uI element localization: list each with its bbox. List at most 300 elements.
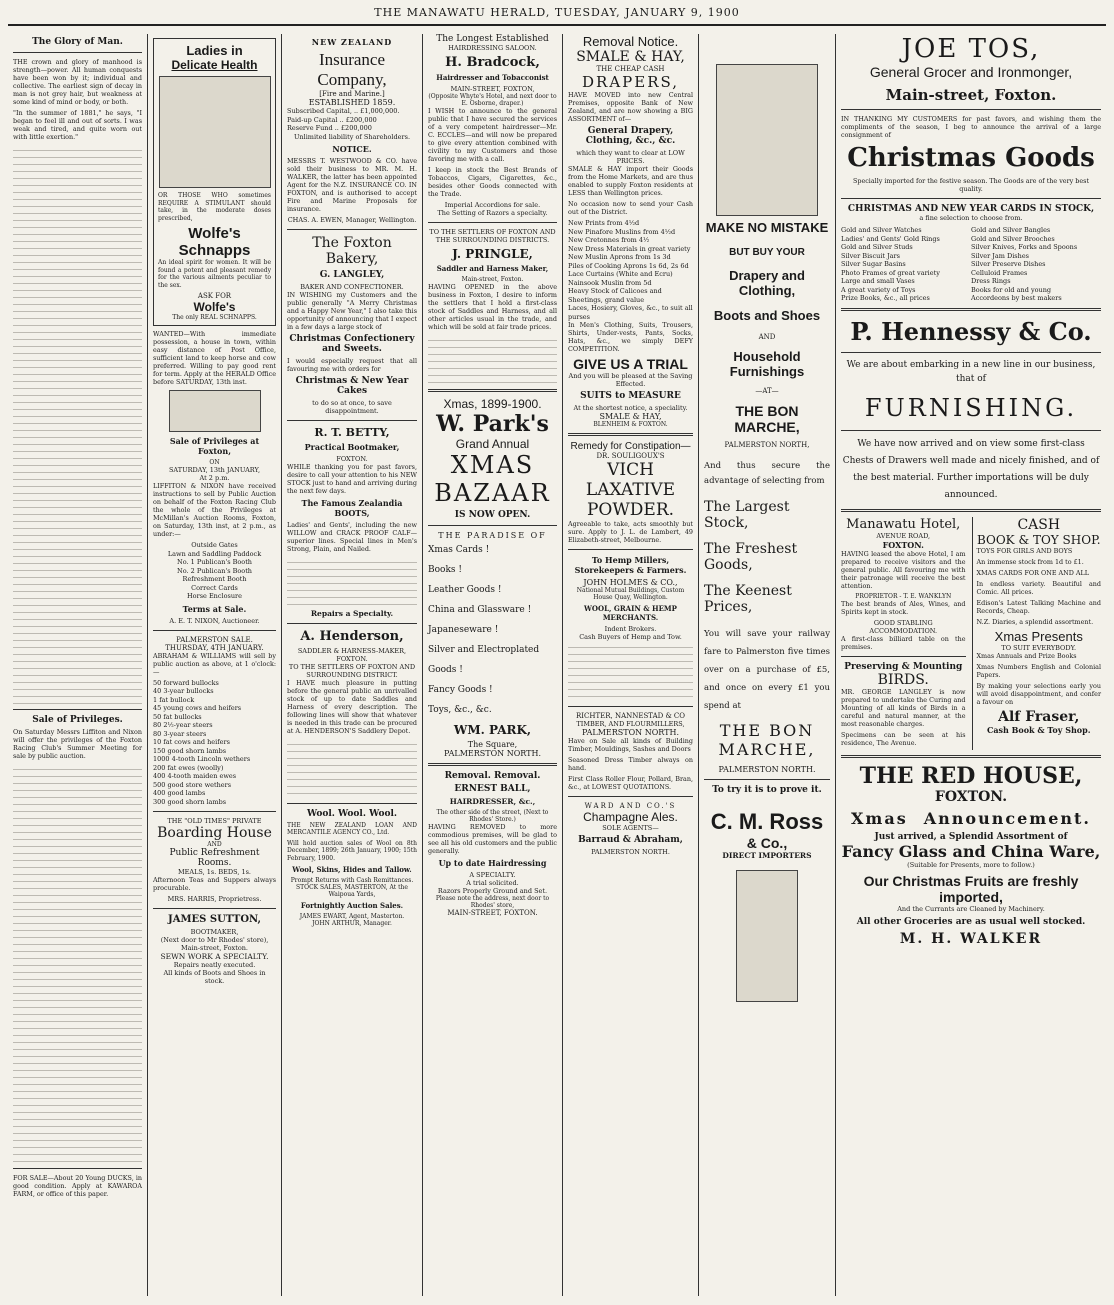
sale-item: Lawn and Saddling Paddock — [167, 549, 262, 558]
skins: Wool, Skins, Hides and Tallow. — [292, 865, 412, 874]
stock-item: 150 good shorn lambs — [153, 746, 227, 755]
avenue-road: AVENUE ROAD, — [876, 531, 931, 540]
park-good-item: Books ! — [428, 565, 463, 575]
barraud: Barraud & Abraham, — [578, 835, 683, 845]
holmes-body — [568, 641, 693, 701]
meals: MEALS, 1s. BEDS, 1s. — [178, 868, 251, 876]
old-times: THE "OLD TIMES" PRIVATE — [167, 817, 262, 825]
hand-illustration — [716, 64, 818, 216]
wool-grain: WOOL, GRAIN & HEMP MERCHANTS. — [584, 604, 677, 622]
public-rooms: Public Refreshment Rooms. — [169, 848, 260, 868]
park-brand: W. Park's — [436, 411, 549, 437]
general-drapery: General Drapery, Clothing, &c., &c. — [585, 126, 676, 146]
liquor: The best brands of Ales, Wines, and Spirits kept in stock. — [841, 599, 966, 616]
fraser: Alf Fraser, — [998, 708, 1080, 725]
tos-item: Gold and Silver Brooches — [971, 234, 1055, 243]
grand-annual: Grand Annual — [455, 437, 530, 451]
privileges-text: On Saturday Messrs Liffiton and Nixon will offer the privileges of the Foxton Racing Club's Summer Meeting for sale by public auction. — [13, 728, 142, 760]
article-intro: THE crown and glory of manhood is strength—power. All human conquests have been won by it; individual and collective. The earliest sign of decay in man is not grey hair, but weakness at some kind of mind or body, or both. — [13, 58, 142, 106]
betty-text: WHILE thanking you for past favors, desire to call your attention to his NEW STOCK just to hand and arriving during the next few days. — [287, 462, 417, 495]
just-arrived: Just arrived, a Splendid Assortment of — [874, 831, 1068, 842]
thanking: IN THANKING MY CUSTOMERS for past favors, and wishing them the compliments of the season, I beg to announce the arrival of a large consignment of — [841, 115, 1101, 139]
wanted-ad: WANTED—With immediate possession, a house in town, within easy distance of Post Office, sufficient land to keep horse and cow preferred. Willing to pay good rent for term. Apply at the HERALD Office before SATURDAY, 13th inst. — [153, 330, 276, 386]
schnapps-heading: Schnapps — [178, 242, 251, 259]
have-on-sale: Have on Sale all kinds of Building Timber, Mouldings, Sashes and Doors — [568, 737, 693, 753]
horse-illustration — [169, 390, 261, 432]
direct-importers: DIRECT IMPORTERS — [722, 851, 812, 860]
brands: I keep in stock the Best Brands of Tobaccos, Cigars, Cigarettes, &c., besides other Goods connected with the Trade. — [428, 166, 557, 198]
harris: MRS. HARRIS, Proprietress. — [167, 895, 262, 903]
park-good-item: Xmas Cards ! — [428, 545, 490, 555]
sale-item: Outside Gates — [191, 541, 238, 549]
sale-item: Refreshment Booth — [182, 575, 247, 583]
tos-main: Main-street, Foxton. — [885, 86, 1057, 104]
stock-list — [153, 679, 276, 807]
park-good-item: Toys, &c., &c. — [428, 705, 492, 715]
imported: Specially imported for the festive season. The Goods are of the very best quality. — [852, 177, 1090, 193]
sale-on: ON — [209, 459, 220, 466]
xmas-year: Xmas, 1899-1900. — [443, 397, 542, 411]
auctioneer: A. E. T. NIXON, Auctioneer. — [169, 616, 260, 625]
at-word: —AT— — [755, 387, 779, 395]
early: By making your selections early you will avoid disappointment, and confer a favour on — [976, 681, 1101, 706]
boarding-house: Boarding House — [157, 825, 272, 841]
tos-item: Silver Sugar Basins — [841, 260, 906, 268]
immense: An immense stock from 1d to £1. — [976, 557, 1084, 566]
park-goods — [428, 540, 557, 720]
razors: The Setting of Razors a specialty. — [437, 209, 548, 217]
saddler-pringle: Saddler and Harness Maker, — [436, 264, 549, 273]
palmerston-date: THURSDAY, 4TH JANUARY. — [165, 643, 264, 652]
stock-sales: STOCK SALES, MASTERTON, At the Waipoua Yards, — [296, 884, 408, 898]
pringle-header: TO THE SETTLERS OF FOXTON AND THE SURROUNDING DISTRICTS. — [429, 228, 556, 244]
fire-marine: [Fire and Marine.] — [319, 90, 385, 98]
household: Household Furnishings — [729, 349, 805, 379]
cash-buyers: Cash Buyers of Hemp and Tow. — [579, 633, 682, 641]
park-good-item: Silver and Electroplated Goods ! — [428, 645, 540, 675]
sale-item: Correct Cards — [191, 583, 238, 592]
capital-list — [287, 107, 417, 133]
cards-heading: CHRISTMAS AND NEW YEAR CARDS IN STOCK, — [847, 204, 1095, 214]
the-square: The Square, — [467, 740, 518, 749]
prints-item: New Muslin Aprons from 1s 3d — [568, 253, 671, 261]
lady-illustration — [159, 76, 271, 188]
stock-item: 400 4-tooth maiden ewes — [153, 772, 237, 780]
sutton-address: (Next door to Mr Rhodes' store), Main-street, Foxton. — [160, 936, 269, 952]
ewen: CHAS. A. EWEN, Manager, Wellington. — [287, 215, 417, 224]
red-house: THE RED HOUSE, — [859, 762, 1083, 789]
sole-agents: SOLE AGENTS— — [602, 824, 659, 832]
uptodate: Up to date Hairdressing — [438, 858, 547, 868]
langley-text: MR. GEORGE LANGLEY is now prepared to undertake the Curing and Mounting of all kinds of Birds in a careful and natural manner, at the most reasonable charges. — [841, 687, 966, 728]
tos-item: Accordeons by best makers — [971, 294, 1062, 302]
occasion-text: No occasion now to send your Cash out of the District. — [568, 200, 693, 216]
imperial: Imperial Accordions for sale. — [444, 201, 541, 209]
now-open: IS NOW OPEN. — [454, 510, 531, 520]
bakery-heading: The Foxton Bakery, — [312, 234, 392, 267]
cheap-cash: THE CHEAP CASH — [596, 65, 665, 73]
sewn-work: SEWN WORK A SPECIALTY. — [160, 952, 269, 961]
drapery-clothing: Drapery and Clothing, — [729, 268, 805, 298]
seasoned: Seasoned Dress Timber always on hand. — [568, 756, 693, 772]
prints-item: New Prints from 4½d — [568, 219, 640, 227]
ernest-ball: ERNEST BALL, — [454, 784, 531, 794]
stock-item: 400 good lambs — [153, 789, 206, 797]
park-good-item: China and Glassware ! — [428, 605, 532, 615]
variety: In endless variety. Beautiful and Comic. All prices. — [976, 579, 1101, 596]
largest-stock: The Largest Stock, — [704, 499, 790, 531]
prints-item: Piles of Cooking Aprons 1s 6d, 2s 6d — [568, 261, 689, 270]
wolfe-brand: Wolfe's — [193, 300, 236, 314]
remedy: Remedy for Constipation— — [570, 441, 691, 452]
column-1 — [8, 34, 148, 1296]
hennessy: P. Hennessy & Co. — [850, 316, 1092, 346]
wanklyn: PROPRIETOR - T. E. WANKLYN — [855, 592, 952, 600]
zealandia: The Famous Zealandia BOOTS, — [301, 497, 403, 518]
zealandia-body — [287, 556, 417, 606]
betty-foxton: FOXTON. — [336, 454, 368, 463]
park-good-item: Leather Goods ! — [428, 585, 502, 595]
stock-item: 500 good store wethers — [153, 780, 232, 789]
make-no-mistake: MAKE NO MISTAKE — [705, 220, 829, 235]
ross-name: C. M. Ross — [710, 809, 824, 834]
masthead: THE MANAWATU HERALD, TUESDAY, JANUARY 9, 1900 — [8, 6, 1106, 26]
pleased: And you will be pleased at the Saving Effected. — [568, 372, 693, 388]
prints-item: New Cretonnes from 4½ — [568, 236, 650, 244]
sale-text: LIFFITON & NIXON have received instructions to sell by Public Auction on behalf of the Foxton Racing Club the whole of the Privileges at McMillan's Auction Rooms, Foxton, on Saturday, 13th inst, at 2 p.m., as under:— — [153, 482, 276, 538]
fancy-glass: Fancy Glass and China Ware, — [841, 841, 1101, 861]
stock-item: 50 fat bullocks — [153, 712, 202, 721]
hairdresser: Hairdresser and Tobacconist — [436, 73, 549, 82]
article-body-text — [13, 144, 142, 704]
wolfe-heading: Wolfe's — [188, 225, 241, 242]
notice-heading: NOTICE. — [332, 143, 372, 154]
tos-item: Ladies' and Gents' Gold Rings — [841, 234, 940, 243]
tos-item: Silver Jam Dishes — [971, 251, 1030, 260]
main-street: MAIN-STREET, FOXTON. — [447, 909, 538, 917]
bazaar-word: BAZAAR — [434, 479, 551, 507]
langley: G. LANGLEY, — [319, 269, 385, 280]
wool-heading: Wool. Wool. Wool. — [306, 808, 398, 819]
specialty: Repairs a Specialty. — [310, 608, 394, 618]
article-title: The Glory of Man. — [32, 37, 123, 47]
hemp-millers: To Hemp Millers, Storekeepers & Farmers. — [574, 555, 687, 575]
fortnightly: Fortnightly Auction Sales. — [300, 901, 404, 910]
manawatu-hotel: Manawatu Hotel, — [846, 516, 961, 532]
bradcock: H. Bradcock, — [445, 55, 540, 70]
save-text: You will save your railway fare to Palmerston five times over on a purchase of £5, and once on every £1 you spend at — [704, 629, 830, 711]
confectionery: Christmas Confectionery and Sweets. — [289, 333, 415, 354]
only-real: The only REAL SCHNAPPS. — [172, 314, 257, 321]
privileges-title: Sale of Privileges. — [32, 715, 123, 725]
stock-item: 80 3-year steers — [153, 729, 207, 738]
nz-heading: NEW ZEALAND — [311, 37, 393, 47]
hair-saloon: HAIRDRESSING SALOON. — [448, 44, 537, 52]
nmb: National Mutual Buildings, Custom House Quay, Wellington. — [576, 587, 685, 601]
practical: Practical Bootmaker, — [304, 441, 400, 452]
indent: Indent Brokers. — [604, 625, 657, 633]
nz-diaries: N.Z. Diaries, a splendid assortment. — [976, 617, 1094, 626]
orders-text: I would especially request that all favouring me with orders for — [287, 356, 417, 373]
stock-item: 40 3-year bullocks — [153, 687, 214, 695]
xmas-word-2: Xmas — [851, 808, 908, 828]
wolfe-text: An ideal spirit for women. It will be found a potent and pleasant remedy for the various ailments peculiar to the sex. — [158, 259, 271, 289]
column-7 — [836, 34, 1106, 1296]
bookshop-ad — [972, 517, 1102, 750]
stock-item: 80 2½-year steers — [153, 721, 213, 729]
pringle-body — [428, 334, 557, 384]
stock-item: 50 forward bullocks — [153, 678, 219, 687]
hairdresser-ball: HAIRDRESSER, &c., — [449, 797, 536, 806]
stock-item: 1000 4-tooth Lincoln wethers — [153, 755, 251, 763]
ask-for: ASK FOR — [197, 292, 232, 300]
and-text: AND — [207, 841, 222, 848]
hotel-ad — [841, 517, 966, 750]
annuals: Xmas Annuals and Prize Books — [976, 651, 1077, 660]
capital-item: Subscribed Capital, .. £1,000,000. — [287, 107, 400, 115]
trial-solicited: A trial solicited. — [466, 879, 519, 887]
insurance-heading: Insurance Company, — [317, 50, 387, 89]
wool-text: Will hold auction sales of Wool on 8th December, 1899; 26th January, 1900; 15th February, 1900. — [287, 839, 417, 862]
ladies-heading: Ladies in — [186, 43, 243, 58]
specialty-ball: A SPECIALTY. — [469, 871, 516, 879]
christmas-goods: Christmas Goods — [847, 143, 1095, 173]
sale-title: Sale of Privileges at Foxton, — [169, 436, 260, 456]
tos-item: Prize Books, &c., all prices — [841, 294, 930, 302]
baker-text: IN WISHING my Customers and the public generally "A Merry Christmas and a Happy New Year," I also take this opportunity of announcing that I expect in a few days a large stock of — [287, 290, 417, 331]
secure-text: And thus secure the advantage of selecting from — [704, 461, 830, 486]
fraser-shop: Cash Book & Toy Shop. — [986, 724, 1091, 735]
furnishing: FURNISHING. — [864, 393, 1078, 422]
tos-right-list — [971, 226, 1101, 303]
abraham-text: ABRAHAM & WILLIAMS will sell by public auction as above, at 1 o'clock:— — [153, 651, 276, 676]
loan-agency: THE NEW ZEALAND LOAN AND MERCANTILE AGENCY CO., Ltd. — [287, 821, 417, 836]
prompt: Prompt Returns with Cash Remittances. — [290, 877, 414, 884]
vich-laxative: VICH LAXATIVE — [585, 460, 676, 500]
numbers: Xmas Numbers English and Colonial Papers. — [976, 662, 1101, 679]
unlimited: Unlimited liability of Shareholders. — [293, 132, 411, 141]
pringle-street: Main-street, Foxton. — [461, 276, 524, 283]
zealandia-text: Ladies' and Gents', including the new WILLOW and CRACK PROOF CALF—superior lines. Special lines in Men's Strong, Plain, and Nailed. — [287, 520, 417, 553]
baker: BAKER AND CONFECTIONER. — [300, 282, 404, 291]
xmas-word: XMAS — [450, 451, 535, 479]
ewart: JAMES EWART, Agent, Masterton. — [299, 913, 405, 920]
palmerston-north: PALMERSTON NORTH, — [724, 441, 810, 449]
park-palmerston: PALMERSTON NORTH. — [443, 749, 541, 758]
birds: BIRDS. — [877, 671, 929, 688]
barraud-palmerston: PALMERSTON NORTH. — [591, 848, 670, 856]
removal-heading: Removal. Removal. — [444, 771, 541, 781]
bon-marche: THE BON MARCHE, — [734, 403, 800, 435]
paradise: THE PARADISE OF — [438, 531, 547, 540]
palmerston-2: PALMERSTON NORTH. — [718, 765, 816, 774]
sale-item: Horse Enclosure — [187, 592, 242, 600]
removal-notice: Removal Notice. — [582, 34, 679, 49]
tos-item: Celluloid Frames — [971, 268, 1028, 277]
toys: TOYS FOR GIRLS AND BOYS — [976, 546, 1073, 555]
smale-hay-2: SMALE & HAY, — [599, 412, 662, 421]
suit-everybody: TO SUIT EVERYBODY. — [1001, 643, 1077, 652]
ladies-text: OR THOSE WHO sometimes REQUIRE A STIMULANT should take, in the moderate doses prescribed, — [158, 192, 271, 222]
powder: POWDER. — [586, 500, 675, 520]
prints-list — [568, 219, 693, 321]
tos-item: Dress Rings — [971, 277, 1011, 285]
settlers: TO THE SETTLERS OF FOXTON AND SURROUNDING DISTRICT. — [288, 662, 416, 679]
timber: TIMBER, AND FLOURMILLERS, — [576, 720, 685, 728]
hotel-foxton: FOXTON. — [882, 539, 924, 550]
smale-hay: SMALE & HAY, — [576, 49, 685, 65]
freshest-goods: The Freshest Goods, — [704, 541, 798, 573]
palmerston-sale: PALMERSTON SALE. — [176, 635, 253, 644]
ross-co: & Co., — [746, 835, 788, 851]
other-side: The other side of the street, (Next to Rhodes' Store.) — [436, 809, 549, 823]
pringle-text: HAVING OPENED in the above business in Foxton, I desire to inform the settlers that I hold a first-class stock of Saddles and Harness, and all other articles usual in the trade, and which will be sold at fair trade prices. — [428, 283, 557, 331]
grocer: General Grocer and Ironmonger, — [869, 64, 1073, 80]
agreeable: Agreeable to take, acts smoothly but sure. Apply to J. L. de Lambert, 49 Elizabeth-street, Melbourne. — [568, 520, 693, 544]
tos-item: Gold and Silver Studs — [841, 243, 913, 251]
repairs-note: Repairs neatly executed. — [173, 961, 256, 969]
arthur: JOHN ARTHUR, Manager. — [312, 920, 392, 927]
and-word: AND — [758, 333, 776, 341]
try-it: To try it is to prove it. — [712, 785, 822, 795]
sale-time: At 2 p.m. — [199, 474, 230, 482]
billiard: A first-class billiard table on the premises. — [841, 634, 966, 651]
park-good-item: Japaneseware ! — [428, 625, 499, 635]
stock-item: 300 good shorn lambs — [153, 797, 227, 806]
hotel-text: HAVING leased the above Hotel, I am prepared to receive visitors and the general public. All favouring me with their patronage will receive the best attention. — [841, 549, 966, 590]
tos-item: Books for old and young — [971, 285, 1052, 294]
specimens: Specimens can be seen at his residence, The Avenue. — [841, 730, 966, 747]
book-toy: BOOK & TOY SHOP. — [976, 532, 1101, 547]
capital-item: Reserve Fund .. £200,000 — [287, 124, 372, 132]
terms: Terms at Sale. — [182, 603, 247, 614]
sale-item: No. 1 Publican's Booth — [177, 558, 252, 566]
import-text: SMALE & HAY import their Goods from the Home Markets, and are thus enabled to supply Foxton residents at LESS than Wellington prices. — [568, 165, 693, 197]
tos-item: Silver Preserve Dishes — [971, 260, 1046, 268]
prints-item: New Pinafore Muslins from 4½d — [568, 227, 676, 236]
prints-item: New Dress Materials in great variety — [568, 244, 691, 253]
holmes: JOHN HOLMES & CO., — [583, 578, 678, 587]
stock-item: 1 fat bullock — [153, 695, 195, 704]
column-2 — [148, 34, 282, 1296]
announcement: Announcement. — [923, 808, 1091, 828]
ward-co: WARD AND CO.'S — [584, 802, 677, 810]
palmerston-richter: PALMERSTON NORTH. — [581, 728, 679, 737]
bon-marche-2: THE BON MARCHE, — [718, 721, 816, 759]
column-3 — [282, 34, 423, 1296]
privileges-body — [13, 763, 142, 1163]
fine-selection: a fine selection to choose from. — [919, 214, 1023, 222]
henderson-body — [287, 738, 417, 798]
tos-item: Silver Biscuit Jars — [841, 251, 901, 260]
tos-item: Large and small Vases — [841, 277, 915, 285]
xmas-presents: Xmas Presents — [994, 628, 1083, 644]
stock-item: 45 young cows and heifers — [153, 704, 242, 712]
henderson-text: I HAVE much pleasure in putting before the general public an unrivalled stock of up to date Saddles and Harness of every description. The following lines will show that whatever is needed in this trade can be procured at A. HENDERSON'S Saddlery Depot. — [287, 678, 417, 735]
tos-item: A great variety of Toys — [841, 285, 916, 294]
joe-tos: JOE TOS, — [901, 34, 1041, 64]
column-5 — [563, 34, 699, 1296]
moved-text: HAVE MOVED into new Central Premises, opposite Bank of New Zealand, and are now showing a BIG ASSORTMENT of— — [568, 91, 693, 123]
currants: And the Currants are Cleaned by Machinery. — [897, 904, 1045, 913]
pringle: J. PRINGLE, — [452, 247, 533, 261]
edison: Edison's Latest Talking Machine and Records, Cheap. — [976, 598, 1101, 615]
cakes: Christmas & New Year Cakes — [295, 375, 409, 396]
fruits: Our Christmas Fruits are freshly imported, — [863, 872, 1079, 905]
souligoux: DR. SOULIGOUX'S — [596, 452, 665, 460]
tos-left-list — [841, 226, 971, 303]
prints-item: Lace Curtains (White and Ecru) — [568, 270, 673, 278]
ladies-ad — [153, 38, 276, 326]
boots-stock: All kinds of Boots and Shoes in stock. — [163, 969, 266, 985]
wm-park: WM. PARK, — [453, 723, 532, 737]
flour: First Class Roller Flour, Pollard, Bran, &c., at LOWEST QUOTATIONS. — [568, 775, 693, 791]
park-good-item: Fancy Goods ! — [428, 685, 493, 695]
blenheim: BLENHEIM & FOXTON. — [593, 421, 668, 428]
shortest: At the shortest notice, a speciality. — [573, 404, 688, 412]
suitable: (Suitable for Presents, more to follow.) — [907, 860, 1035, 869]
longest: The Longest Established — [436, 34, 549, 44]
prints-item: Laces, Hosiery, Gloves, &c., to suit all purses — [568, 304, 693, 321]
drapers: DRAPERS, — [582, 73, 679, 91]
tos-item: Photo Frames of great variety — [841, 268, 940, 277]
champagne: Champagne Ales. — [583, 810, 678, 824]
xmas-cards: XMAS CARDS FOR ONE AND ALL — [976, 568, 1089, 577]
column-6 — [699, 34, 836, 1296]
red-house-foxton: FOXTON. — [934, 788, 1008, 805]
removed-text: HAVING REMOVED to more commodious premises, will be glad to see all his old customers and the public generally. — [428, 823, 557, 855]
established: ESTABLISHED 1859. — [308, 98, 396, 107]
betty: R. T. BETTY, — [314, 425, 390, 439]
stock-item: 10 fat cows and heifers — [153, 738, 230, 746]
suits-measure: SUITS to MEASURE — [580, 391, 681, 401]
mens-text: In Men's Clothing, Suits, Trousers, Shirts, Under-vests, Pants, Socks, Hats, &c., we simply DEFY COMPETITION. — [568, 321, 693, 353]
arrived: We have now arrived and on view some first-class Chests of Drawers well made and nicely finished, and of the best material. Further importations will be duly announced. — [842, 438, 1100, 500]
ducks-ad: FOR SALE—About 20 Young DUCKS, in good condition. Apply at KAWAROA FARM, or office of this paper. — [13, 1174, 142, 1198]
sale-date: SATURDAY, 13th JANUARY, — [168, 466, 261, 474]
article-quote: "In the summer of 1881," he says, "I began to feel ill and out of sorts. I was weak and tired, and quite worn out with little exertion." — [13, 109, 142, 141]
bradcock-text: I WISH to announce to the general public that I have secured the services of a very competent hairdresser—Mr. C. ECCLES—and will now be prepared to give every attention combined with civility to my Customers and those favoring me with a call. — [428, 107, 557, 163]
tos-item: Gold and Silver Bangles — [971, 226, 1051, 234]
cakes-note: to do so at once, to save disappointment. — [312, 398, 392, 415]
preserving: Preserving & Mounting — [844, 661, 963, 672]
prints-item: Nainsook Muslin from 5d — [568, 278, 652, 287]
address-note: Please note the address, next door to Rhodes' store, — [435, 895, 550, 909]
sutton-name: JAMES SUTTON, — [167, 914, 262, 925]
bradcock-address: MAIN-STREET, FOXTON, — [450, 85, 535, 93]
cash-word: CASH — [1017, 516, 1061, 533]
stabling: GOOD STABLING ACCOMMODATION. — [869, 618, 938, 635]
pointing-hand-illustration — [736, 870, 798, 1002]
saddler: SADDLER & HARNESS-MAKER, FOXTON. — [297, 646, 407, 663]
clear-low: which they want to clear at LOW PRICES. — [576, 149, 685, 165]
sale-item: No. 2 Publican's Booth — [177, 566, 252, 575]
razors-ground: Razors Properly Ground and Set. — [437, 887, 548, 895]
give-us-a-trial: GIVE US A TRIAL — [573, 356, 688, 372]
column-4 — [423, 34, 563, 1296]
groceries: All other Groceries are as usual well stocked. — [856, 916, 1086, 927]
bootmaker: BOOTMAKER, — [190, 928, 239, 936]
tos-item: Gold and Silver Watches — [841, 226, 922, 234]
stock-item: 200 fat ewes (woolly) — [153, 763, 224, 772]
prints-item: Heavy Stock of Calicoes and Sheetings, grand value — [568, 287, 662, 304]
notice-text: MESSRS T. WESTWOOD & CO. have sold their business to MR. M. H. WALKER, the latter has been appointed Agent for the N.Z. INSURANCE CO. IN FOXTON, and is authorised to accept Fire and Marine Proposals for insurance. — [287, 156, 417, 213]
embark: We are about embarking in a new line in our business, that of — [846, 359, 1096, 384]
sale-items-list — [153, 541, 276, 601]
richter: RICHTER, NANNESTAD & CO — [575, 712, 686, 720]
afternoon-teas: Afternoon Teas and Suppers always procurable. — [153, 876, 276, 892]
capital-item: Paid-up Capital .. £200,000 — [287, 115, 377, 124]
